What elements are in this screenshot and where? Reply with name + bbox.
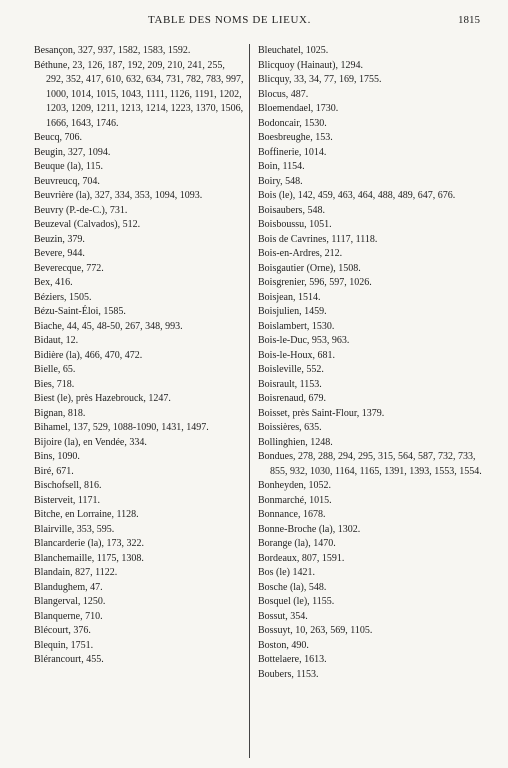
index-entry: Besançon, 327, 937, 1582, 1583, 1592. [34, 45, 191, 56]
index-entry: Blandain, 827, 1122. [34, 567, 118, 578]
index-entry: Boisleville, 552. [258, 364, 324, 375]
index-entry: Boston, 490. [258, 639, 309, 651]
index-entry: Blancarderie (la), 173, 322. [34, 538, 144, 549]
index-entry: Beuzin, 379. [34, 233, 85, 245]
index-entry: Blérancourt, 455. [34, 654, 104, 665]
index-entry: Blanchemaille, 1175, 1308. [34, 552, 144, 564]
index-entry: Boisgautier (Orne), 1508. [258, 262, 361, 274]
index-entry: Bihamel, 137, 529, 1088-1090, 1431, 1497. [34, 422, 209, 433]
index-entry: Boisboussu, 1051. [258, 219, 332, 230]
index-entry: Bottelaere, 1613. [258, 654, 327, 665]
index-entry: Boisjulien, 1459. [258, 306, 327, 317]
index-entry: Bois (le), 142, 459, 463, 464, 488, 489, 647, 676. [258, 190, 456, 201]
index-entry: Blandughem, 47. [34, 581, 103, 593]
index-entry: Bodoncair, 1530. [258, 117, 327, 129]
index-entry: Bézu-Saint-Éloi, 1585. [34, 306, 126, 317]
index-entry: Beuzeval (Calvados), 512. [34, 219, 141, 230]
index-entry: Blicquy, 33, 34, 77, 169, 1755. [258, 74, 382, 85]
index-entry: Bidaut, 12. [34, 335, 79, 346]
index-entry: Blocus, 487. [258, 88, 309, 100]
index-entry: Bos (le) 1421. [258, 567, 315, 578]
index-entry: Bevere, 944. [34, 248, 85, 259]
index-entry: Béthune, 23, 126, 187, 192, 209, 210, 241, 255, 292, 352, 417, 610, 632, 634, 731, 782, 783, 997, 1000, 1014, 1015, 1043, 1111, 1126, 1191, 1202, 1203, 1209, 1211, 1213, 1214, 1223, 1370, 1506, 1666, 1643, 1746. [34, 59, 244, 129]
index-entry: Borange (la), 1470. [258, 538, 336, 549]
index-entry: Biest (le), près Hazebrouck, 1247. [34, 393, 171, 404]
index-entry: Boissières, 635. [258, 422, 322, 433]
index-entry: Boffinerie, 1014. [258, 146, 327, 158]
index-entry: Boisrault, 1153. [258, 378, 322, 390]
index-entry: Boin, 1154. [258, 161, 305, 172]
index-entry: Bois-en-Ardres, 212. [258, 248, 343, 259]
index-entry: Bitche, en Lorraine, 1128. [34, 509, 139, 520]
index-entry: Biache, 44, 45, 48-50, 267, 348, 993. [34, 320, 183, 332]
index-entry: Bielle, 65. [34, 364, 76, 375]
column-divider [249, 44, 250, 758]
index-entry: Bois-le-Duc, 953, 963. [258, 335, 350, 346]
index-entry: Blicquoy (Hainaut), 1294. [258, 59, 363, 71]
index-entry: Bonmarché, 1015. [258, 494, 332, 506]
index-entry: Blairville, 353, 595. [34, 523, 115, 535]
index-entry: Boisgrenier, 596, 597, 1026. [258, 277, 372, 288]
index-entry: Bois de Cavrines, 1117, 1118. [258, 233, 378, 245]
index-entry: Beuvry (P.-de-C.), 731. [34, 204, 128, 216]
index-entry: Beucq, 706. [34, 132, 83, 143]
index-entry: Bignan, 818. [34, 407, 86, 419]
index-entry: Boisrenaud, 679. [258, 393, 327, 404]
left-column [34, 44, 244, 668]
index-entry: Bosquel (le), 1155. [258, 596, 335, 607]
index-entry: Bidière (la), 466, 470, 472. [34, 349, 143, 361]
index-entry: Bins, 1090. [34, 451, 80, 462]
index-entry: Beuvrière (la), 327, 334, 353, 1094, 1093. [34, 190, 203, 201]
index-entry: Boisjean, 1514. [258, 291, 321, 303]
index-entry: Bijoire (la), en Vendée, 334. [34, 436, 147, 448]
index-entry: Bischofsell, 816. [34, 480, 102, 491]
index-entry: Blanquerne, 710. [34, 610, 103, 622]
index-entry: Boisset, près Saint-Flour, 1379. [258, 407, 385, 419]
index-entry: Beuque (la), 115. [34, 161, 104, 172]
page-header [0, 14, 508, 30]
index-entry: Bonne-Broche (la), 1302. [258, 523, 361, 535]
index-entry: Boisaubers, 548. [258, 204, 325, 216]
index-entry: Boiry, 548. [258, 175, 303, 187]
index-entry: Bois-le-Houx, 681. [258, 349, 335, 361]
index-entry: Bies, 718. [34, 378, 75, 390]
index-entry: Beuvreucq, 704. [34, 175, 100, 187]
index-entry: Bossut, 354. [258, 610, 308, 622]
index-entry: Biré, 671. [34, 465, 74, 477]
running-title: TABLE DES NOMS DE LIEUX. [148, 14, 311, 26]
index-entry: Boubers, 1153. [258, 668, 319, 680]
index-entry: Bex, 416. [34, 277, 73, 288]
right-column [258, 44, 494, 682]
index-entry: Bordeaux, 807, 1591. [258, 552, 345, 564]
index-entry: Bloemendael, 1730. [258, 103, 339, 114]
index-entry: Boesbreughe, 153. [258, 132, 333, 143]
index-entry: Bondues, 278, 288, 294, 295, 315, 564, 587, 732, 733, 855, 932, 1030, 1164, 1165, 1391, 1393, 1553, 1554. [258, 451, 482, 477]
index-entry: Beugin, 327, 1094. [34, 146, 111, 158]
index-entry: Bossuyt, 10, 263, 569, 1105. [258, 625, 373, 636]
index-entry: Bonheyden, 1052. [258, 480, 332, 491]
index-entry: Bleuchatel, 1025. [258, 45, 329, 56]
index-entry: Blequin, 1751. [34, 639, 94, 651]
index-entry: Boislambert, 1530. [258, 320, 335, 332]
index-entry: Beverecque, 772. [34, 262, 104, 274]
index-entry: Bisterveit, 1171. [34, 494, 101, 506]
index-entry: Bonnance, 1678. [258, 509, 326, 520]
index-entry: Béziers, 1505. [34, 291, 92, 303]
index-entry: Blécourt, 376. [34, 625, 91, 636]
page-number: 1815 [458, 14, 480, 26]
index-entry: Bollinghien, 1248. [258, 436, 333, 448]
index-entry: Blangerval, 1250. [34, 596, 106, 607]
index-entry: Bosche (la), 548. [258, 581, 327, 593]
